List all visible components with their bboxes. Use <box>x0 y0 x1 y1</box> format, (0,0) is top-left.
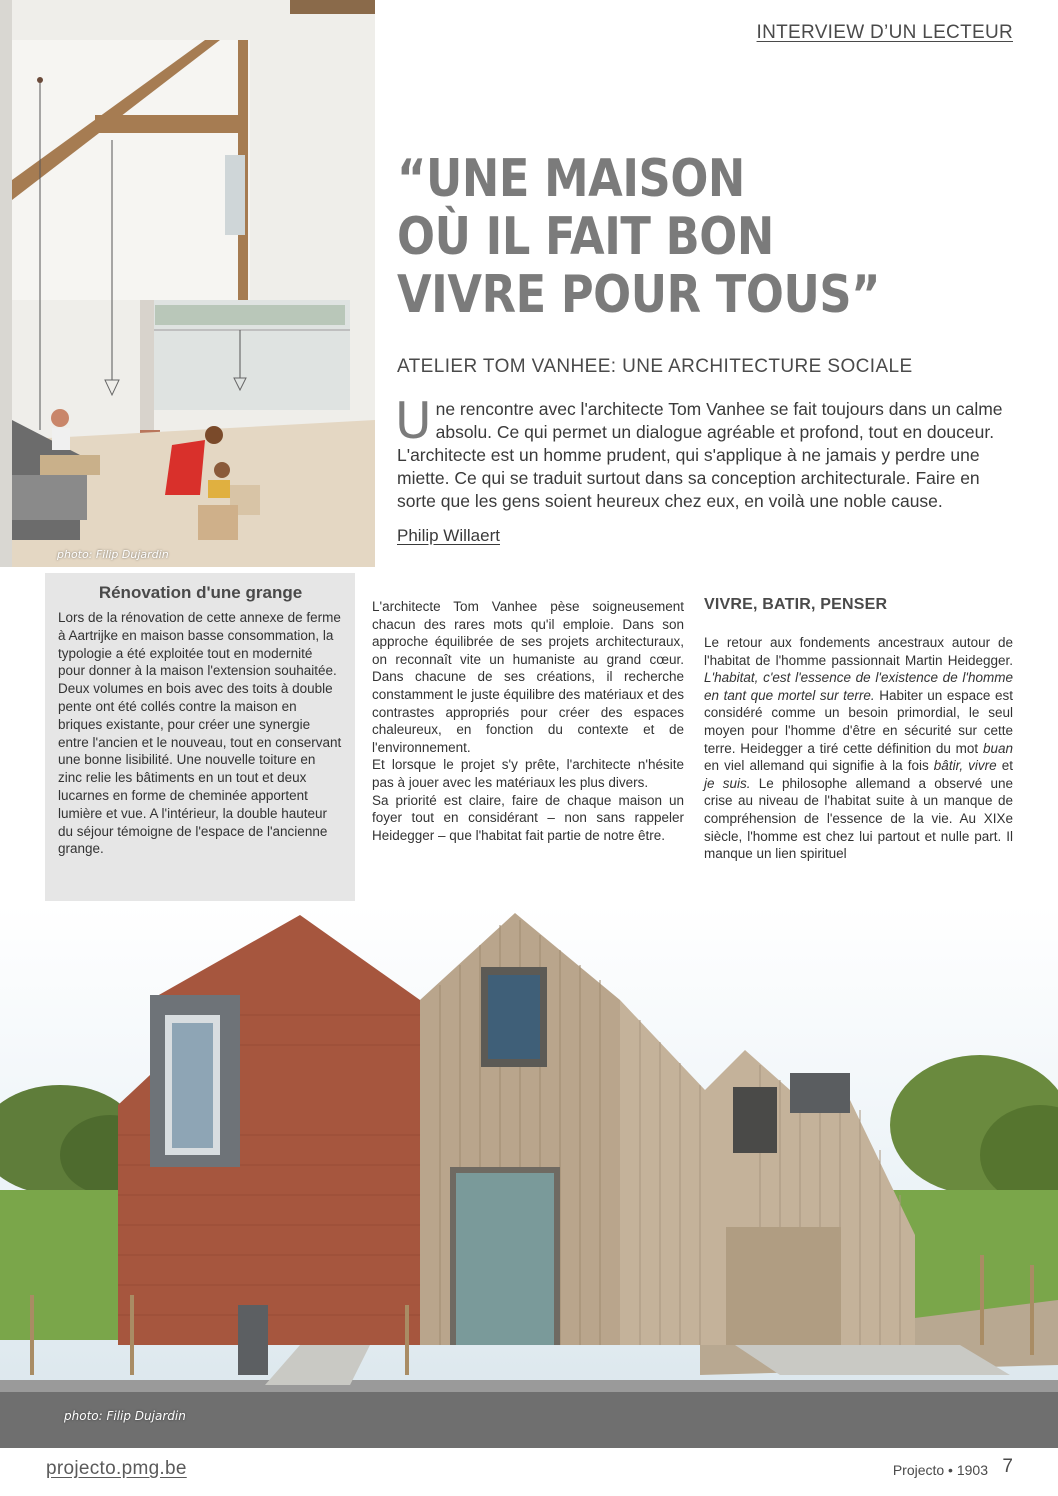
sidebar-text: Lors de la rénovation de cette annexe de ferme à Aartrijke en maison basse consommation, la typologie a été exploitée tout en modernité pour donner à la maison l'extension souhaitée. Deux volumes en bois avec des toits à double pente ont été collés contre la maison en briques existante, pour créer une synergie entre l'ancien et le nouveau, tout en conservant une bonne lisibilité. Une nouvelle toiture en zinc relie les bâtiments en un tout et deux lucarnes en forme de cheminée apportent lumière et vue. A l'intérieur, la double hauteur du séjour témoigne de l'espace de l'ancienne grange. <box>58 610 342 857</box>
house-photo <box>0 905 1058 1448</box>
footer-url-link[interactable]: projecto.pmg.be <box>46 1458 187 1479</box>
right-text-7: et <box>996 758 1013 774</box>
right-text-8: je suis. <box>704 775 751 791</box>
headline-line-1: “UNE MAISON <box>397 149 745 209</box>
middle-column <box>372 598 684 844</box>
right-text-4: buan <box>982 740 1013 756</box>
right-text-5: en viel allemand qui signifie à la fois <box>704 758 934 774</box>
author-name: Philip Willaert <box>397 526 500 545</box>
middle-paragraph-2: Et lorsque le projet s'y prête, l'architecte n'hésite pas à jouer avec les matériaux les plus divers. <box>372 757 684 790</box>
middle-paragraph-1: L'architecte Tom Vanhee pèse soigneusement chacun des rares mots qu'il emploie. Dans son approche équilibrée de ses projets architecturaux, on reconnaît vite un humaniste au grand cœur. Dans chacune de ses créations, il recherche constamment le juste équilibre des matériaux et des contrastes appropriés pour créer des espaces chaleureux, en fonction du contexte et de l'environnement. <box>372 599 684 755</box>
middle-paragraph-3: Sa priorité est claire, faire de chaque maison un foyer tout en considérant – non sans rappeler Heidegger – que l'habitat fait partie de notre être. <box>372 792 684 843</box>
right-text-3: Habiter un espace est considéré comme un besoin primordial, le seul moyen pour l'homme d'être en sécurité sur cette terre. Heidegger a tiré cette définition du mot <box>704 687 1013 756</box>
house-photo-credit: photo: Filip Dujardin <box>64 1409 186 1423</box>
section-label: INTERVIEW D’UN LECTEUR <box>756 22 1013 43</box>
intro-text: ne rencontre avec l'architecte Tom Vanhee se fait toujours dans un calme absolu. Ce qui permet un dialogue agréable et profond, tout en douceur. L'architecte est un homme prudent, qui s'applique à ne jamais y perdre une miette. Ce qui se traduit surtout dans sa conception architecturale. Faire en sorte que les gens soient heureux chez eux, en voilà une noble cause. <box>397 399 1003 511</box>
right-text-6: bâtir, vivre <box>933 758 997 774</box>
headline <box>397 150 930 324</box>
headline-line-3: VIVRE POUR TOUS” <box>397 265 881 325</box>
right-text-9: Le philosophe allemand a observé une crise au niveau de l'habitat suite à un manque de compréhension de l'essence de la vie. Au XIXe siècle, l'homme est chez lui partout et nulle part. Il manque un lien spirituel <box>704 775 1013 862</box>
headline-line-2: OÙ IL FAIT BON <box>397 207 774 267</box>
right-paragraph <box>704 634 1013 863</box>
subtitle: ATELIER TOM VANHEE: UNE ARCHITECTURE SOCIALE <box>397 356 913 377</box>
footer-magazine <box>893 1462 988 1478</box>
right-text-1: Le retour aux fondements ancestraux autour de l'habitat de l'homme passionnait Martin Heidegger. <box>704 635 1013 668</box>
page-number: 7 <box>1002 1456 1013 1477</box>
footer-magazine-text: Projecto • 1903 <box>892 1462 988 1478</box>
sidebar-box <box>45 573 355 901</box>
right-text-2: L'habitat, c'est l'essence de l'existence de l'homme en tant que mortel sur terre. <box>704 670 1013 703</box>
sidebar-title: Rénovation d'une grange <box>98 583 303 602</box>
interior-photo <box>0 0 375 567</box>
right-column <box>704 634 1013 863</box>
dropcap: U <box>395 392 432 450</box>
intro-paragraph <box>395 392 1017 513</box>
right-column-heading: VIVRE, BATIR, PENSER <box>704 596 888 613</box>
top-photo-credit: photo: Filip Dujardin <box>57 548 169 561</box>
